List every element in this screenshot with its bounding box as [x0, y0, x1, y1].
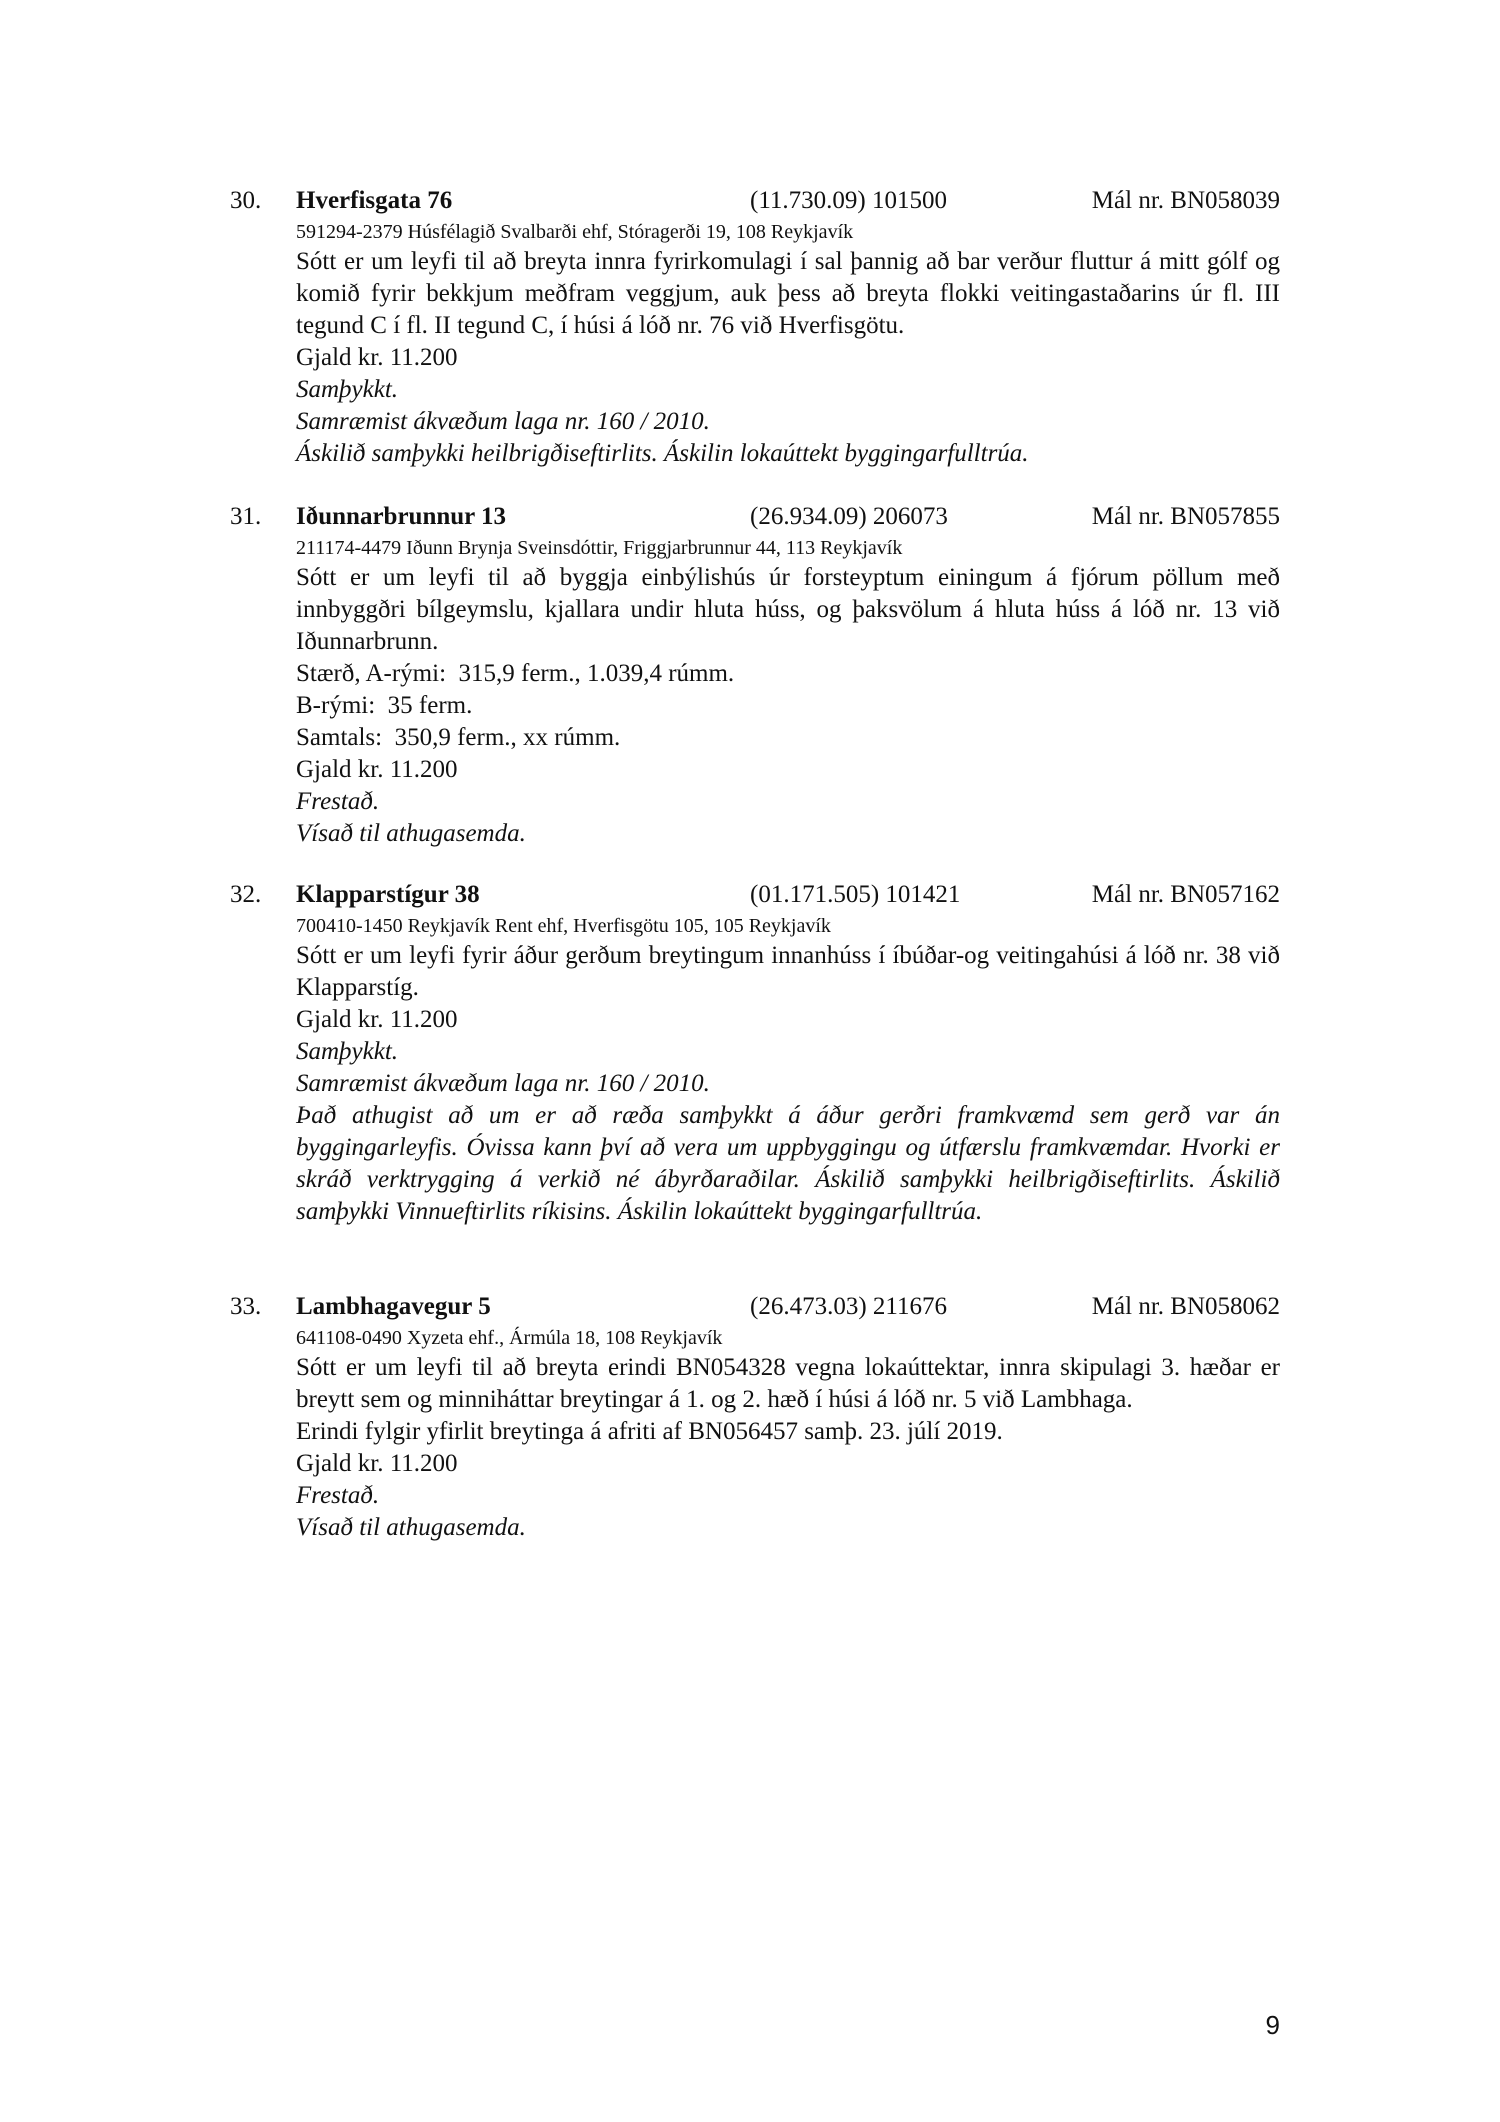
fee: Gjald kr. 11.200	[296, 344, 458, 371]
note: Samræmist ákvæðum laga nr. 160 / 2010.	[296, 408, 710, 435]
agenda-item-33	[230, 1290, 1280, 1544]
applicant: 700410-1450 Reykjavík Rent ehf, Hverfisgötu 105, 105 Reykjavík	[296, 915, 831, 937]
note: Samræmist ákvæðum laga nr. 160 / 2010.	[296, 1070, 710, 1097]
land-id: (01.171.505) 101421	[750, 881, 961, 908]
description: Sótt er um leyfi til að byggja einbýlishús úr forsteyptum einingum á fjórum pöllum með innbyggðri bílgeymslu, kjallara undir hluta húss, og þaksvölum á hluta húss á lóð nr. 13 við Iðunnarbrunn.	[296, 564, 1280, 655]
fee: Gjald kr. 11.200	[296, 1450, 458, 1477]
applicant: 641108-0490 Xyzeta ehf., Ármúla 18, 108 Reykjavík	[296, 1327, 723, 1349]
land-id: (26.934.09) 206073	[750, 503, 948, 530]
item-header	[230, 184, 1280, 218]
item-header	[230, 1290, 1280, 1324]
item-title: Lambhagavegur 5	[296, 1293, 491, 1320]
agenda-item-32	[230, 878, 1280, 1228]
fee: Gjald kr. 11.200	[296, 1006, 458, 1033]
item-title: Iðunnarbrunnur 13	[296, 503, 507, 530]
note: Áskilið samþykki heilbrigðiseftirlits. Áskilin lokaúttekt byggingarfulltrúa.	[296, 440, 1029, 467]
fee: Gjald kr. 11.200	[296, 756, 458, 783]
page-number: 9	[1265, 2010, 1280, 2040]
decision: Frestað.	[296, 788, 380, 815]
item-body	[296, 912, 1280, 1228]
note: Vísað til athugasemda.	[296, 820, 526, 847]
applicant: 211174-4479 Iðunn Brynja Sveinsdóttir, Friggjarbrunnur 44, 113 Reykjavík	[296, 537, 903, 559]
land-id: (26.473.03) 211676	[750, 1293, 947, 1320]
case-number: Mál nr. BN057855	[1091, 503, 1280, 530]
item-number: 31.	[230, 503, 262, 530]
item-number: 30.	[230, 187, 262, 214]
description: Sótt er um leyfi til að breyta innra fyrirkomulagi í sal þannig að bar verður fluttur á mitt gólf og komið fyrir bekkjum meðfram veggjum, auk þess að breyta flokki veitingastaðarins úr fl. III tegund C í fl. II tegund C, í húsi á lóð nr. 76 við Hverfisgötu.	[296, 248, 1280, 339]
measure: Stærð, A-rými: 315,9 ferm., 1.039,4 rúmm.	[296, 660, 735, 687]
applicant: 591294-2379 Húsfélagið Svalbarði ehf, Stóragerði 19, 108 Reykjavík	[296, 221, 854, 243]
land-id: (11.730.09) 101500	[750, 187, 947, 214]
measure: Samtals: 350,9 ferm., xx rúmm.	[296, 724, 621, 751]
note: Vísað til athugasemda.	[296, 1514, 526, 1541]
agenda-item-30	[230, 184, 1280, 470]
item-header	[230, 878, 1280, 912]
item-title: Hverfisgata 76	[296, 187, 453, 214]
item-header	[230, 500, 1280, 534]
description: Sótt er um leyfi til að breyta erindi BN054328 vegna lokaúttektar, innra skipulagi 3. hæðar er breytt sem og minniháttar breytingar á 1. og 2. hæð í húsi á lóð nr. 5 við Lambhaga.	[296, 1354, 1280, 1413]
agenda-item-31	[230, 500, 1280, 850]
item-number: 32.	[230, 881, 262, 908]
extra-note: Erindi fylgir yfirlit breytinga á afriti af BN056457 samþ. 23. júlí 2019.	[296, 1418, 1003, 1445]
item-body	[296, 218, 1280, 470]
note: Það athugist að um er að ræða samþykkt á áður gerðri framkvæmd sem gerð var án byggingarleyfis. Óvissa kann því að vera um uppbyggingu og útfærslu framkvæmdar. Hvorki er skráð verktrygging á verkið né ábyrðaraðilar. Áskilið samþykki heilbrigðiseftirlits. Áskilið samþykki Vinnueftirlits ríkisins. Áskilin lokaúttekt byggingarfulltrúa.	[296, 1102, 1280, 1225]
item-number: 33.	[230, 1293, 262, 1320]
case-number: Mál nr. BN058062	[1091, 1293, 1280, 1320]
measure: B-rými: 35 ferm.	[296, 692, 473, 719]
case-number: Mál nr. BN058039	[1091, 187, 1280, 214]
item-title: Klapparstígur 38	[296, 881, 480, 908]
description: Sótt er um leyfi fyrir áður gerðum breytingum innanhúss í íbúðar-og veitingahúsi á lóð nr. 38 við Klapparstíg.	[296, 942, 1280, 1001]
decision: Frestað.	[296, 1482, 380, 1509]
item-body	[296, 534, 1280, 850]
item-body	[296, 1324, 1280, 1544]
decision: Samþykkt.	[296, 1038, 399, 1065]
decision: Samþykkt.	[296, 376, 399, 403]
case-number: Mál nr. BN057162	[1091, 881, 1280, 908]
